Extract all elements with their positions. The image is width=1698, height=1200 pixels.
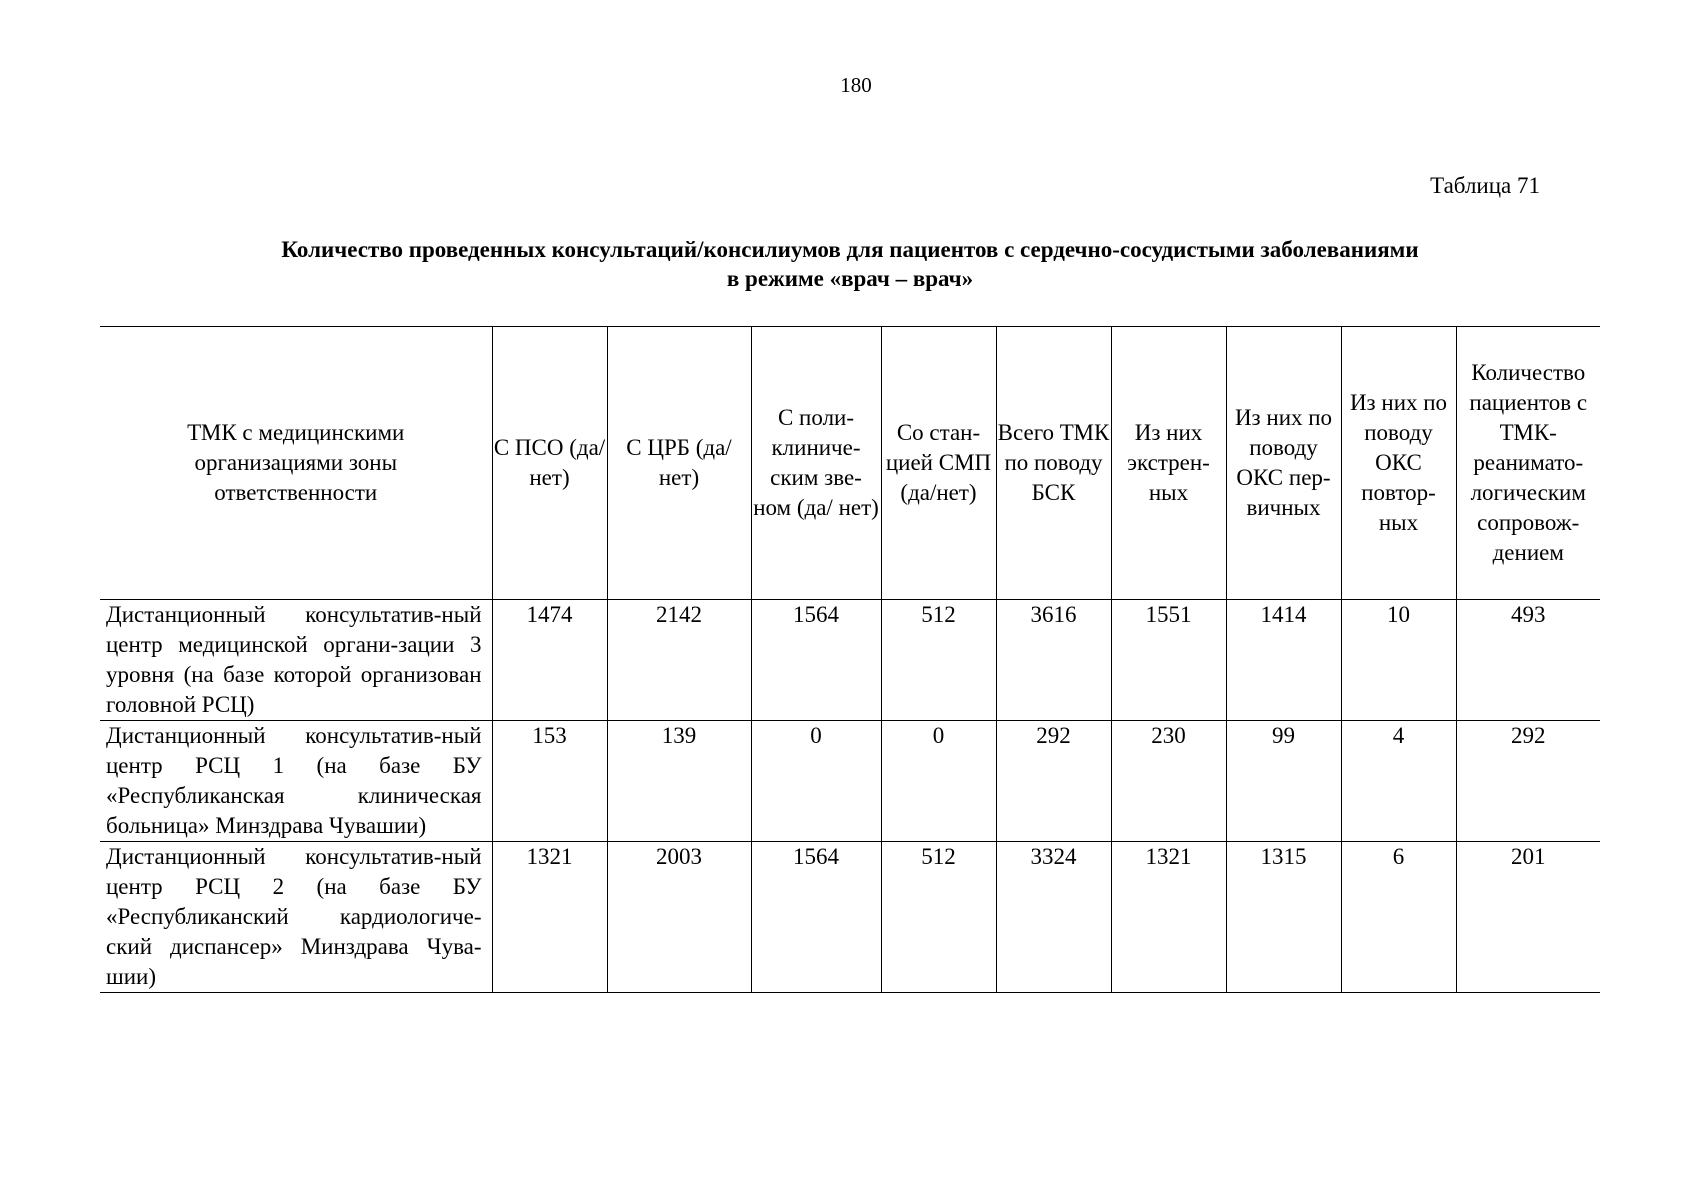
- row-org-name: Дистанционный консультатив-ный центр РСЦ 1 (на базе БУ «Республиканская клиническая больница» Минздрава Чувашии): [100, 721, 492, 842]
- table-row: [100, 721, 1600, 842]
- header-smp-station: Со стан-цией СМП (да/нет): [881, 327, 996, 600]
- table-label: Таблица 71: [1430, 173, 1540, 198]
- row-org-name: Дистанционный консультатив-ный центр РСЦ 2 (на базе БУ «Республиканский кардиологиче-ский диспансер» Минздрава Чува-шии): [100, 842, 492, 993]
- cell-oks-primary: 99: [1226, 721, 1341, 842]
- cell-resuscitation-patients: 292: [1456, 721, 1600, 842]
- cell-crb: 2003: [607, 842, 751, 993]
- page-number: 180: [840, 73, 872, 97]
- header-pso: С ПСО (да/ нет): [492, 327, 607, 600]
- consultations-table: [100, 326, 1600, 993]
- cell-smp-station: 512: [881, 842, 996, 993]
- cell-polyclinic: 1564: [751, 600, 881, 721]
- cell-total-tmk-bsk: 3616: [996, 600, 1111, 721]
- header-polyclinic: С поли-клиниче-ским зве-ном (да/ нет): [751, 327, 881, 600]
- cell-oks-primary: 1414: [1226, 600, 1341, 721]
- table-row: [100, 842, 1600, 993]
- cell-total-tmk-bsk: 292: [996, 721, 1111, 842]
- cell-polyclinic: 0: [751, 721, 881, 842]
- cell-emergency: 1551: [1111, 600, 1226, 721]
- cell-crb: 2142: [607, 600, 751, 721]
- cell-polyclinic: 1564: [751, 842, 881, 993]
- table-row: [100, 600, 1600, 721]
- cell-resuscitation-patients: 493: [1456, 600, 1600, 721]
- cell-pso: 1321: [492, 842, 607, 993]
- header-total-tmk-bsk: Всего ТМК по поводу БСК: [996, 327, 1111, 600]
- cell-smp-station: 512: [881, 600, 996, 721]
- cell-emergency: 1321: [1111, 842, 1226, 993]
- header-emergency: Из них экстрен-ных: [1111, 327, 1226, 600]
- header-oks-primary: Из них по поводу ОКС пер-вичных: [1226, 327, 1341, 600]
- header-tmk-organizations: ТМК с медицинскими организациями зоны ответственности: [100, 327, 492, 600]
- header-resuscitation-patients: Количество пациентов с ТМК-реанимато-логическим сопровож-дением: [1456, 327, 1600, 600]
- table-header-row: [100, 327, 1600, 600]
- table-caption: [100, 235, 1600, 293]
- cell-smp-station: 0: [881, 721, 996, 842]
- cell-total-tmk-bsk: 3324: [996, 842, 1111, 993]
- row-org-name: Дистанционный консультатив-ный центр медицинской органи-зации 3 уровня (на базе которой организован головной РСЦ): [100, 600, 492, 721]
- cell-resuscitation-patients: 201: [1456, 842, 1600, 993]
- cell-pso: 153: [492, 721, 607, 842]
- cell-oks-primary: 1315: [1226, 842, 1341, 993]
- caption-line-2: в режиме «врач – врач»: [726, 266, 974, 291]
- header-oks-repeat: Из них по поводу ОКС повтор-ных: [1341, 327, 1456, 600]
- cell-emergency: 230: [1111, 721, 1226, 842]
- cell-oks-repeat: 10: [1341, 600, 1456, 721]
- caption-line-1: Количество проведенных консультаций/консилиумов для пациентов с сердечно-сосудистыми заболеваниями: [281, 237, 1419, 262]
- cell-pso: 1474: [492, 600, 607, 721]
- header-crb: С ЦРБ (да/ нет): [607, 327, 751, 600]
- cell-oks-repeat: 4: [1341, 721, 1456, 842]
- cell-crb: 139: [607, 721, 751, 842]
- cell-oks-repeat: 6: [1341, 842, 1456, 993]
